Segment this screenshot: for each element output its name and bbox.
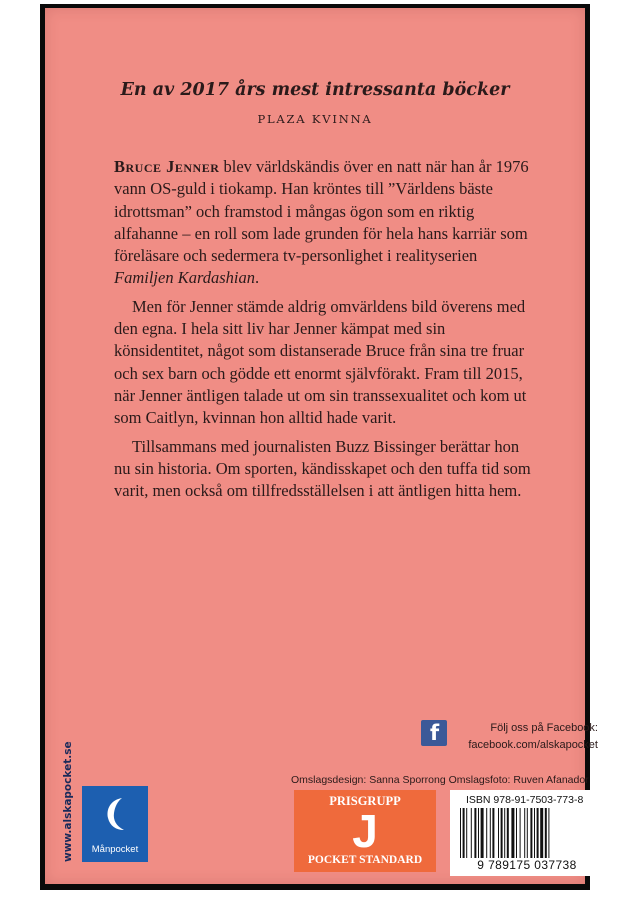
- price-group-format: POCKET STANDARD: [307, 854, 423, 866]
- price-group-badge: [294, 790, 436, 872]
- price-group-letter: J: [352, 805, 378, 857]
- moon-icon: [104, 796, 128, 832]
- barcode-digits: 9 789175 037738: [477, 858, 577, 872]
- blurb-paragraph-1: [114, 156, 534, 290]
- blurb-paragraph-1-end: .: [255, 268, 260, 288]
- facebook-icon-letter: f: [430, 721, 440, 745]
- book-back-cover: [45, 8, 598, 884]
- publisher-logo: [82, 786, 148, 862]
- blurb-paragraph-1-text: blev världskändis över en natt när han år 1976 vann OS-guld i tiokamp. Han kröntes till ”Världens bäste idrottsman” och framstod i mångas ögon som en riktig alfahanne – en roll som lade grunden för hela hans karriär som föreläsare och sedermera tv-personlighet i realityserien: [114, 157, 529, 266]
- price-group-label: PRISGRUPP: [329, 794, 401, 808]
- review-quote: En av 2017 års mest intressanta böcker: [120, 80, 510, 100]
- facebook-follow-text: Följ oss på Facebook:: [490, 722, 598, 734]
- blurb: [114, 156, 534, 508]
- review-source: PLAZA KVINNA: [257, 112, 373, 126]
- facebook-info: [456, 720, 598, 754]
- blurb-series-title: Familjen Kardashian: [114, 268, 256, 288]
- publisher-name: Månpocket: [91, 844, 139, 855]
- facebook-icon[interactable]: [421, 720, 447, 746]
- publisher-website[interactable]: www.alskapocket.se: [62, 741, 74, 862]
- facebook-url[interactable]: facebook.com/alskapocket: [468, 739, 598, 751]
- barcode-bars: [460, 808, 594, 858]
- blurb-paragraph-2: Men för Jenner stämde aldrig omvärldens bild överens med den egna. I hela sitt liv har Jenner kämpat med sin könsidentitet, något som distanserade Bruce från sina tre fruar och sex barn och gödde ett enormt självförakt. Fram till 2015, när Jenner äntligen talade ut om sin transsexualitet och kom ut som Caitlyn, kvinnan hon alltid hade varit.: [114, 296, 527, 428]
- barcode: [450, 790, 602, 876]
- isbn-text: ISBN 978-91-7503-773-8: [466, 794, 584, 806]
- cover-credits: Omslagsdesign: Sanna Sporrong Omslagsfoto: Ruven Afanador: [291, 774, 589, 786]
- blurb-paragraph-3: Tillsammans med journalisten Buzz Bissinger berättar hon nu sin historia. Om sporten, kändisskapet och den tuffa tid som varit, men också om tillfredsställelsen i att äntligen hitta hem.: [114, 436, 531, 501]
- blurb-name: Bruce Jenner: [114, 157, 220, 176]
